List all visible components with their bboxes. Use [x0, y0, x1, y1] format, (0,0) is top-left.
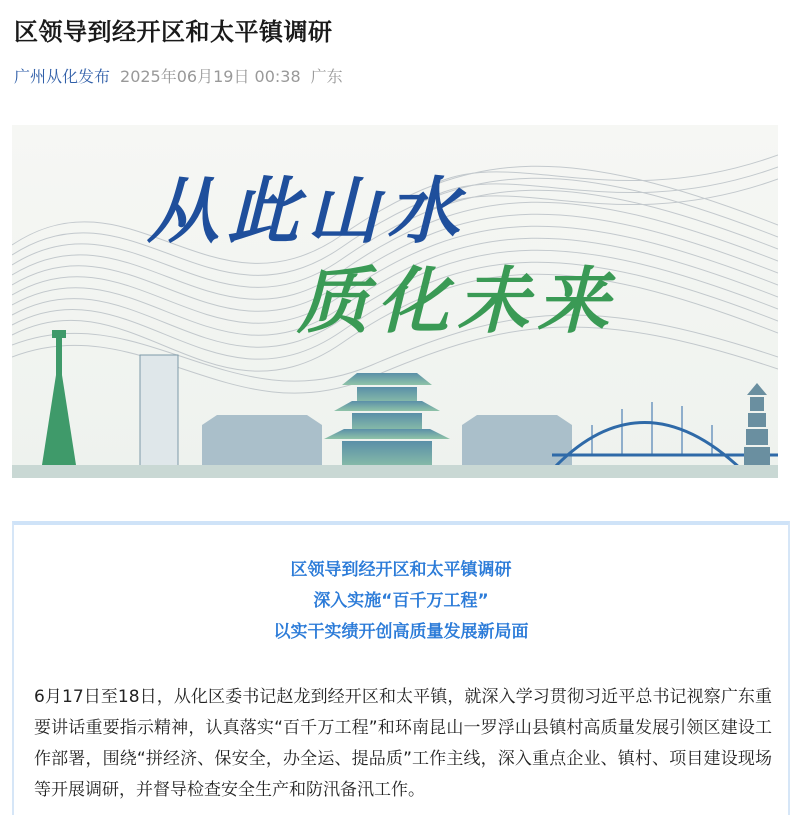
headline-block [14, 555, 788, 648]
article-title: 区领导到经开区和太平镇调研 [14, 18, 333, 46]
publish-location: 广东 [310, 67, 343, 86]
publish-datetime: 2025年06月19日 00:38 [120, 67, 301, 86]
headline-line: 以实干实绩开创高质量发展新局面 [273, 622, 529, 642]
article-content-box [12, 521, 790, 815]
source-account-link[interactable]: 广州从化发布 [14, 67, 111, 86]
article-paragraph: 6月17日至18日，从化区委书记赵龙到经开区和太平镇，就深入学习贯彻习近平总书记视察广东重要讲话重要指示精神，认真落实“百千万工程”和环南昆山一罗浮山县镇村高质量发展引领区建设工作部署，围绕“拼经济、保安全，办全运、提品质”工作主线，深入重点企业、镇村、项目建设现场等开展调研，并督导检查安全生产和防汛备汛工作。 [34, 687, 772, 800]
banner-image [12, 125, 778, 478]
banner-slogan-line1: 从此山水 [147, 168, 468, 253]
headline-line: 深入实施“百千万工程” [313, 591, 489, 611]
article-meta [14, 64, 343, 87]
headline-line: 区领导到经开区和太平镇调研 [290, 560, 512, 580]
banner-slogan-line2: 质化未来 [297, 258, 618, 343]
